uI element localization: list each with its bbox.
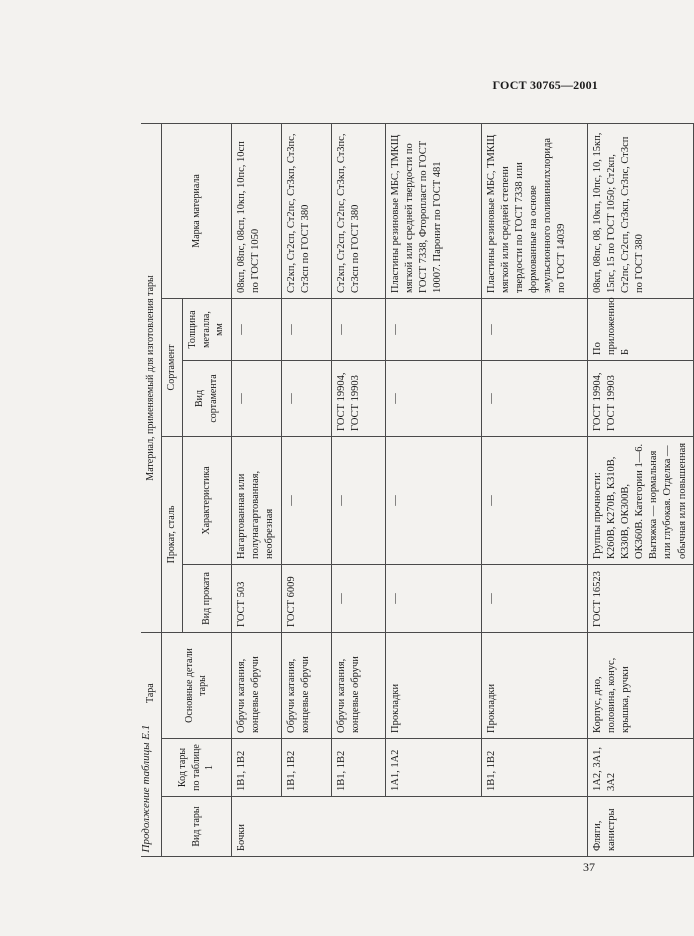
- cell-tolshchina: —: [481, 298, 587, 360]
- cell-harakteristika: Нагартованная или полунагартованная, необрезная: [231, 436, 281, 564]
- cell-tolshchina: —: [231, 298, 281, 360]
- cell-vid-prokata: —: [481, 564, 587, 632]
- header-osnovnye-detali: Основные детали тары: [162, 632, 232, 738]
- materials-table: [141, 123, 694, 857]
- header-harakteristika: Характеристика: [182, 436, 231, 564]
- cell-marka: 08кп, 08пс, 08сп, 10кп, 10пс, 10сп по ГОСТ 1050: [231, 123, 281, 298]
- table-caption: Продолжение таблицы Е.1: [140, 724, 152, 853]
- cell-tolshchina: —: [385, 298, 481, 360]
- cell-detali: Прокладки: [385, 632, 481, 738]
- cell-marka: Ст2кп, Ст2сп, Ст2пс, Ст3кп, Ст3пс, Ст3сп по ГОСТ 380: [331, 123, 385, 298]
- header-vid-tary: Вид тары: [162, 797, 232, 857]
- cell-vid-tary: Бочки: [231, 797, 587, 857]
- cell-vid-sortamenta: —: [231, 360, 281, 436]
- cell-vid-tary: Фляги, канистры: [587, 797, 693, 857]
- cell-vid-sortamenta: ГОСТ 19904, ГОСТ 19903: [331, 360, 385, 436]
- header-material: Материал, применяемый для изготовления тары: [141, 123, 162, 632]
- cell-vid-prokata: —: [385, 564, 481, 632]
- document-code: ГОСТ 30765—2001: [492, 78, 598, 92]
- cell-tolshchina: —: [331, 298, 385, 360]
- header-sortament: Сортамент: [162, 298, 183, 436]
- cell-vid-sortamenta: —: [481, 360, 587, 436]
- cell-tolshchina: —: [281, 298, 331, 360]
- header-prokat: Прокат, сталь: [162, 436, 183, 632]
- cell-detali: Прокладки: [481, 632, 587, 738]
- cell-vid-prokata: ГОСТ 503: [231, 564, 281, 632]
- rotated-table-frame: [140, 124, 688, 857]
- cell-detali: Обручи катания, концевые обручи: [281, 632, 331, 738]
- header-tara: Тара: [145, 683, 157, 703]
- cell-vid-prokata: ГОСТ 6009: [281, 564, 331, 632]
- cell-detali: Обручи катания, концевые обручи: [231, 632, 281, 738]
- table-row: [481, 123, 587, 856]
- page-number: 37: [583, 860, 595, 874]
- cell-harakteristika: —: [331, 436, 385, 564]
- cell-marka: Ст2кп, Ст2сп, Ст2пс, Ст3кп, Ст3пс, Ст3сп по ГОСТ 380: [281, 123, 331, 298]
- cell-detali: Обручи катания, концевые обручи: [331, 632, 385, 738]
- header-vid-sortamenta: Вид сортамента: [182, 360, 231, 436]
- cell-harakteristika: Группы прочности: К260В, К270В, К310В, К330В, ОК300В, ОК360В. Категории 1—6. Вытяжка — нормальная или глубокая. Отделка — обычная или повышенная: [587, 436, 693, 564]
- cell-vid-sortamenta: —: [281, 360, 331, 436]
- cell-vid-prokata: —: [331, 564, 385, 632]
- cell-harakteristika: —: [385, 436, 481, 564]
- header-marka: Марка материала: [162, 123, 232, 298]
- table-header-row: [141, 123, 162, 856]
- cell-marka: Пластины резиновые МБС, ТМКЩ мягкой или средней твердости по ГОСТ 7338, Фторопласт по ГОСТ 10007. Паронит по ГОСТ 481: [385, 123, 481, 298]
- cell-tolshchina: По приложению Б: [587, 298, 693, 360]
- cell-harakteristika: —: [481, 436, 587, 564]
- cell-marka: Пластины резиновые МБС, ТМКЩ мягкой или средней степени твердости по ГОСТ 7338 или формованные на основе эмульсионного поливинилхлорида по ГОСТ 14039: [481, 123, 587, 298]
- header-vid-prokata: Вид проката: [182, 564, 231, 632]
- cell-kod: 1A2, 3A1, 3A2: [587, 739, 693, 797]
- cell-kod: 1B1, 1B2: [481, 739, 587, 797]
- cell-detali: Корпус, дно, половина, конус, крышка, ручки: [587, 632, 693, 738]
- cell-kod: 1B1, 1B2: [281, 739, 331, 797]
- cell-marka: 08кп, 08пс, 08, 10кп, 10пс, 10, 15кп, 15пс, 15 по ГОСТ 1050; Ст2кп, Ст2пс, Ст2сп, Ст3кп, Ст3пс, Ст3сп по ГОСТ 380: [587, 123, 693, 298]
- cell-vid-sortamenta: —: [385, 360, 481, 436]
- header-tolshchina: Толщина металла, мм: [182, 298, 231, 360]
- table-header-row: [162, 123, 183, 856]
- table-row: [587, 123, 693, 856]
- cell-kod: 1A1, 1A2: [385, 739, 481, 797]
- cell-vid-sortamenta: ГОСТ 19904, ГОСТ 19903: [587, 360, 693, 436]
- header-kod-tary: Код тары по таблице 1: [162, 739, 232, 797]
- table-row: [281, 123, 331, 856]
- cell-vid-prokata: ГОСТ 16523: [587, 564, 693, 632]
- cell-harakteristika: —: [281, 436, 331, 564]
- header-tara-group: [141, 632, 162, 856]
- table-row: [231, 123, 281, 856]
- table-row: [385, 123, 481, 856]
- cell-kod: 1B1, 1B2: [231, 739, 281, 797]
- cell-kod: 1B1, 1B2: [331, 739, 385, 797]
- table-row: [331, 123, 385, 856]
